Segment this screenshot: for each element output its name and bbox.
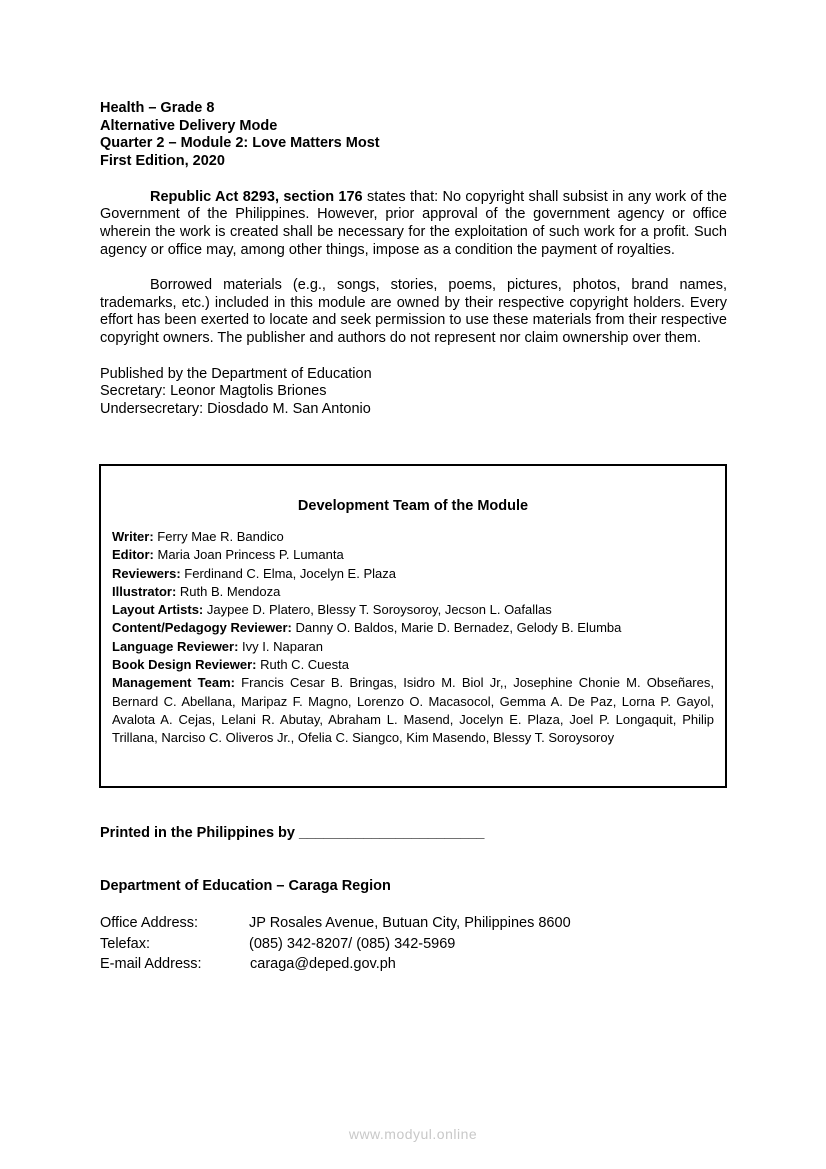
printed-by-line: Printed in the Philippines by _______________________ [100, 825, 485, 841]
member-names: Jaypee D. Platero, Blessy T. Soroysoroy, Jecson L. Oafallas [203, 602, 552, 618]
team-member-row [112, 638, 714, 656]
undersecretary-line: Undersecretary: Diosdado M. San Antonio [100, 400, 371, 417]
member-names: Ferry Mae R. Bandico [153, 529, 284, 544]
delivery-mode: Alternative Delivery Mode [100, 117, 278, 134]
team-member-row [112, 619, 714, 637]
team-member-row [112, 528, 714, 546]
team-list [112, 528, 714, 748]
development-team-box [99, 464, 727, 788]
region-title: Department of Education – Caraga Region [100, 878, 391, 894]
role-label: Reviewers: [112, 565, 181, 581]
role-label: Management Team: [112, 675, 235, 691]
member-names: Ruth C. Cuesta [256, 657, 349, 673]
email-value: caraga@deped.gov.ph [250, 956, 396, 972]
role-label: Book Design Reviewer: [112, 657, 257, 673]
role-label: Illustrator: [112, 583, 177, 599]
role-label: Editor: [112, 547, 154, 563]
edition: First Edition, 2020 [100, 153, 225, 170]
team-member-row [112, 546, 714, 564]
member-names: Ruth B. Mendoza [176, 583, 281, 599]
copyright-text: states that: No copyright shall subsist in any work of the Government of the Philippines. However, prior approval of the government agency or office wherein the work is created shall be necessary for the exploitation of such work for a profit. Such agency or office may, among other things, impose as a condition the payment of royalties. [100, 188, 727, 258]
email-row [100, 954, 571, 975]
module-title: Quarter 2 – Module 2: Love Matters Most [100, 135, 380, 152]
borrowed-text: Borrowed materials (e.g., songs, stories, poems, pictures, photos, brand names, trademarks, etc.) included in this module are owned by their respective copyright holders. Every effort has been exerted to locate and seek permission to use these materials from their respective copyright owners. The publisher and authors do not represent nor claim ownership over them. [100, 277, 727, 346]
team-member-row [112, 565, 714, 583]
secretary-line: Secretary: Leonor Magtolis Briones [100, 383, 327, 400]
role-label: Content/Pedagogy Reviewer: [112, 620, 292, 636]
subject-title: Health – Grade 8 [100, 100, 215, 116]
team-title: Development Team of the Module [297, 498, 529, 514]
telefax-label: Telefax: [100, 935, 150, 952]
member-names: Francis Cesar B. Bringas, Isidro M. Biol Jr,, Josephine Chonie M. Obseñares, Bernard C. Abellana, Maripaz F. Magno, Lorenzo O. Macasocol, Gemma A. De Paz, Lorna P. Gayol, Avalota A. Cejas, Lelani R. Abutay, Abraham L. Masend, Jocelyn E. Plaza, Joel P. Longaquit, Philip Trillana, Narciso C. Oliveros Jr., Ofelia C. Siangco, Kim Masendo, Blessy T. Soroysoroy [112, 675, 714, 746]
telefax-value: (085) 342-8207/ (085) 342-5969 [249, 935, 456, 952]
role-label: Writer: [112, 529, 154, 544]
watermark-footer: www.modyul.online [348, 1126, 478, 1142]
email-label: E-mail Address: [100, 956, 202, 972]
telefax-row [100, 934, 571, 955]
role-label: Layout Artists: [112, 602, 204, 618]
office-address-value: JP Rosales Avenue, Butuan City, Philippines 8600 [249, 915, 571, 931]
document-page [100, 100, 727, 418]
team-member-row [112, 601, 714, 619]
copyright-paragraph [100, 189, 727, 259]
role-label: Language Reviewer: [112, 638, 239, 654]
member-names: Ferdinand C. Elma, Jocelyn E. Plaza [180, 565, 396, 581]
module-header [100, 100, 727, 171]
member-names: Ivy I. Naparan [238, 638, 323, 654]
borrowed-materials-paragraph [100, 277, 727, 347]
publisher-block [100, 366, 727, 419]
team-member-row [112, 674, 714, 747]
publisher-line: Published by the Department of Education [100, 365, 372, 382]
member-names: Maria Joan Princess P. Lumanta [153, 547, 344, 563]
office-address-row [100, 913, 571, 934]
team-member-row [112, 583, 714, 601]
office-address-label: Office Address: [100, 915, 199, 931]
team-member-row [112, 656, 714, 674]
copyright-law-reference: Republic Act 8293, section 176 [150, 188, 363, 205]
member-names: Danny O. Baldos, Marie D. Bernadez, Gelody B. Elumba [291, 620, 622, 636]
contact-block [100, 913, 571, 975]
